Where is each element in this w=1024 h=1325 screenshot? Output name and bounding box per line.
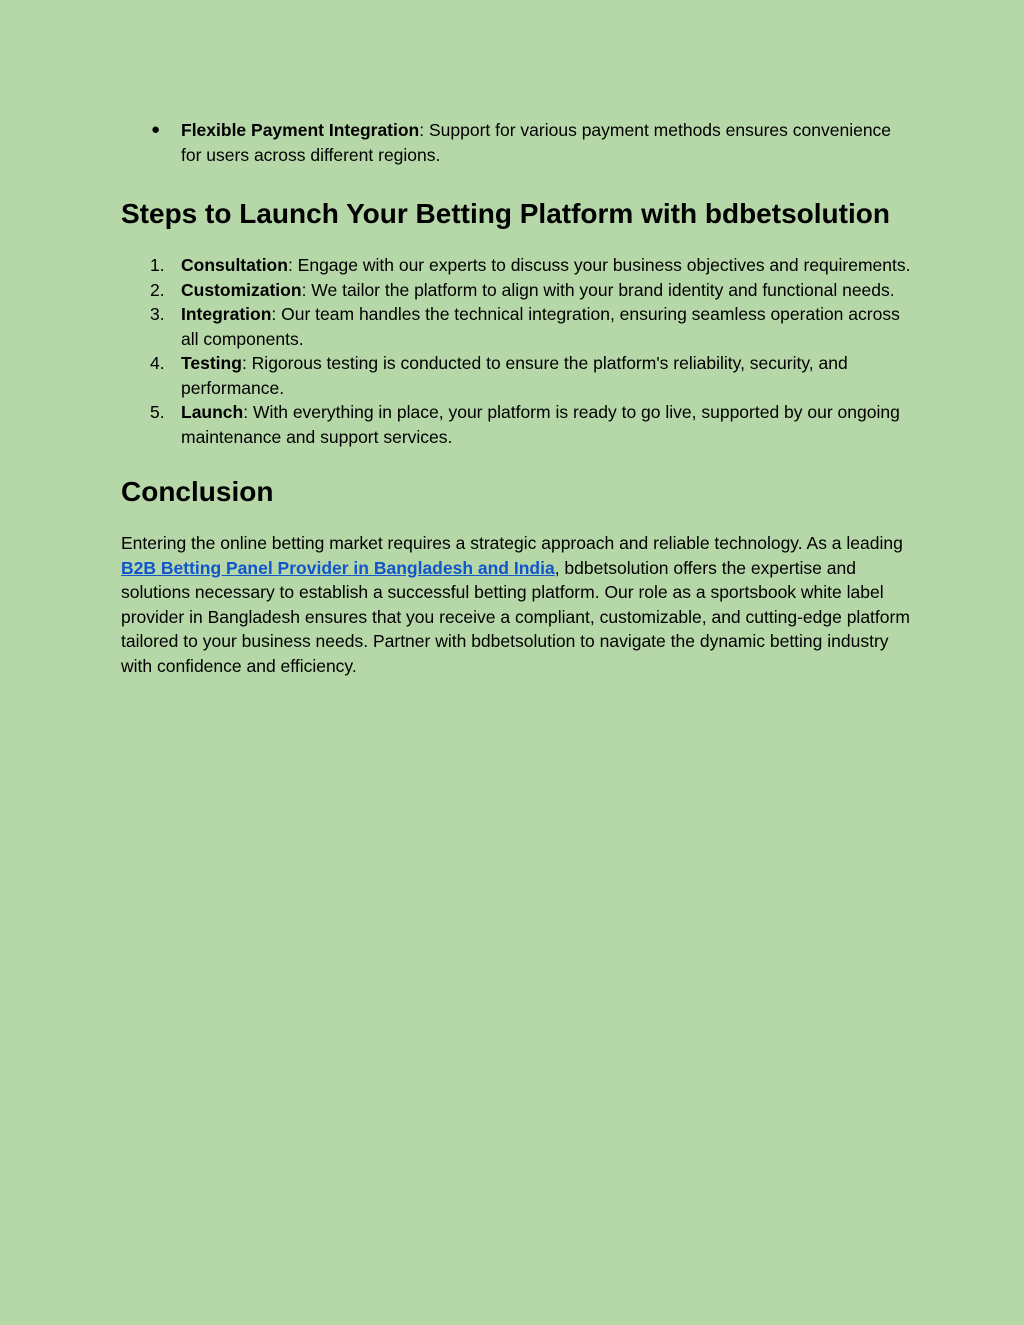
step-text: : With everything in place, your platform is ready to go live, supported by our ongoing maintenance and support services. — [181, 402, 900, 447]
step-text: : Engage with our experts to discuss your business objectives and requirements. — [287, 255, 911, 275]
conclusion-heading: Conclusion — [121, 476, 274, 507]
step-number: 4. — [150, 353, 165, 373]
bullet-icon: ● — [151, 121, 161, 138]
conclusion-text-after: , bdbetsolution offers the expertise and solutions necessary to establish a successful betting platform. Our role as a sportsbook white label provider in Bangladesh ensures that you receive a compliant, customizable, and cutting-edge platform tailored to your business needs. Partner with bdbetsolution to navigate the dynamic betting industry with confidence and efficiency. — [121, 557, 910, 676]
step-title: Consultation — [181, 255, 288, 275]
list-item — [121, 302, 911, 351]
list-item — [121, 278, 911, 303]
step-title: Launch — [181, 402, 244, 422]
steps-list — [121, 253, 911, 449]
step-text: : We tailor the platform to align with your brand identity and functional needs. — [301, 279, 895, 300]
list-item — [121, 351, 911, 400]
step-number: 2. — [150, 279, 165, 300]
step-number: 1. — [150, 255, 165, 275]
bullet-text: : Support for various payment methods ensures convenience for users across different regions. — [181, 120, 892, 165]
step-number: 5. — [150, 402, 165, 422]
steps-heading: Steps to Launch Your Betting Platform with bdbetsolution — [121, 198, 890, 229]
list-item — [121, 118, 911, 167]
step-text: : Rigorous testing is conducted to ensure the platform's reliability, security, and performance. — [181, 353, 848, 398]
bullet-title: Flexible Payment Integration — [181, 120, 420, 140]
document-content — [121, 118, 911, 678]
b2b-provider-link[interactable]: B2B Betting Panel Provider in Bangladesh and India — [121, 557, 555, 578]
step-text: : Our team handles the technical integration, ensuring seamless operation across all components. — [181, 304, 900, 349]
step-title: Integration — [181, 304, 272, 324]
list-item — [121, 253, 911, 278]
conclusion-text-before: Entering the online betting market requires a strategic approach and reliable technology. As a leading — [121, 533, 903, 553]
step-number: 3. — [150, 304, 165, 324]
feature-bullet-list — [121, 118, 911, 167]
conclusion-paragraph — [121, 531, 911, 678]
step-title: Customization — [181, 279, 302, 300]
list-item — [121, 400, 911, 449]
step-title: Testing — [181, 353, 242, 373]
